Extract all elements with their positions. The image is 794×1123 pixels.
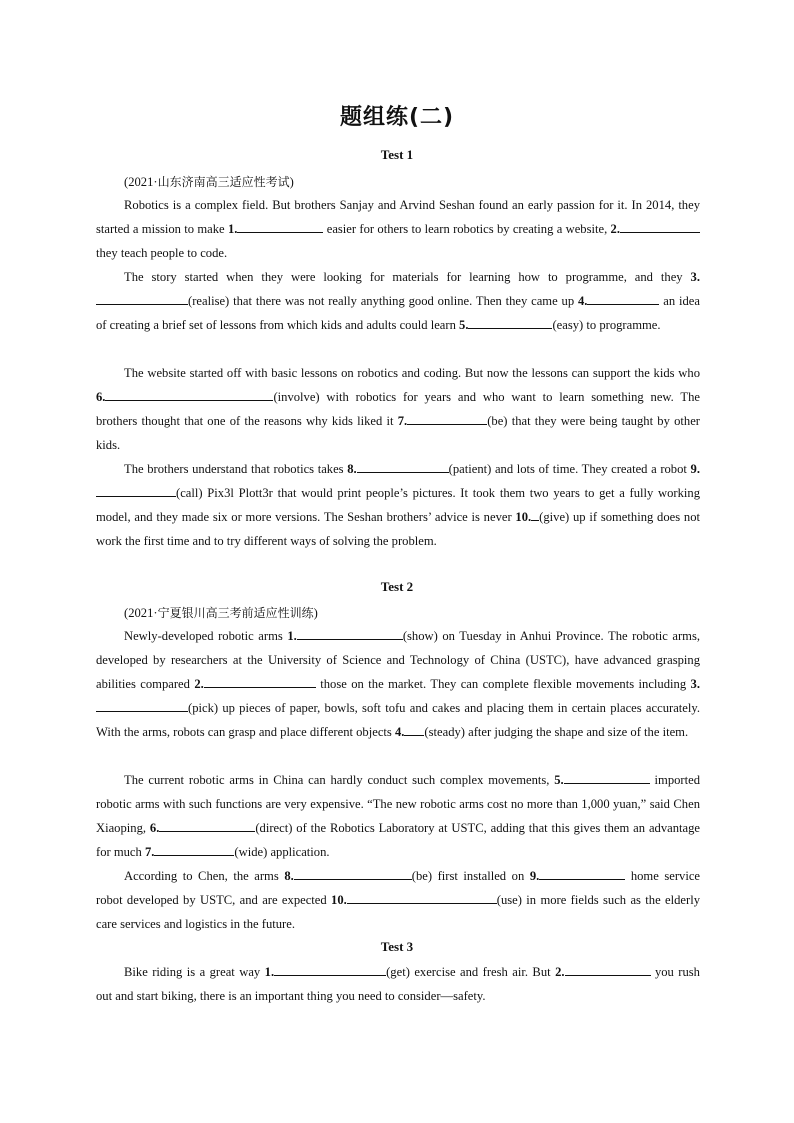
text: (involve) with robotics for years and who want to learn something new. The brothers thought that one of the reasons why kids liked it [96,390,700,428]
answer-blank[interactable] [357,458,449,473]
text: The website started off with basic lessons on robotics and coding. But now the lessons can support the kids who [124,366,700,380]
question-number: 8. [347,462,357,476]
answer-blank[interactable] [96,290,188,305]
test-3-heading: Test 3 [380,939,414,954]
text: (be) that they were being taught by other kids. [96,414,700,452]
text: The current robotic arms in China can hardly conduct such complex movements, [124,773,555,787]
text: The brothers understand that robotics takes [124,462,348,476]
test-2-paragraph-2 [96,768,700,864]
source-year: (2021· [124,606,158,620]
answer-blank[interactable] [96,482,176,497]
text: (give) up if something does not work the first time and to try different ways of solving the problem. [96,510,700,548]
text: According to Chen, the arms [124,869,285,883]
text: (easy) to programme. [552,318,661,332]
question-number: 4. [394,725,405,739]
test-2-source [124,601,318,625]
text: (wide) application. [234,845,330,859]
question-number: 5. [459,318,469,332]
text: (pick) up pieces of paper, bowls, soft tofu and cakes and placing them in certain places accurately. With the arms, robots can grasp and place different objects [96,701,700,739]
question-number: 1. [264,965,275,979]
answer-blank[interactable] [294,865,412,880]
question-number: 7. [144,845,155,859]
question-number: 1. [227,222,238,236]
answer-blank[interactable] [531,506,539,521]
answer-blank[interactable] [159,817,255,832]
text: (get) exercise and fresh air. But [386,965,556,979]
answer-blank[interactable] [96,697,188,712]
answer-blank[interactable] [468,314,552,329]
answer-blank[interactable] [347,889,497,904]
text: an idea of creating a brief set of lessons from which kids and adults could learn [96,294,700,332]
question-number: 10. [515,510,532,524]
text: imported robotic arms with such functions are very expensive. “The new robotic arms cost no more than 1,000 yuan,” said Chen Xiaoping, [96,773,700,835]
test-1-paragraph-1 [96,193,700,265]
text: you rush out and start biking, there is an important thing you need to consider—safety. [96,965,700,1003]
text: (realise) that there was not really anything good online. Then they came up [188,294,578,308]
answer-blank[interactable] [539,865,625,880]
answer-blank[interactable] [204,673,316,688]
text: they teach people to code. [96,246,228,260]
answer-blank[interactable] [564,769,650,784]
answer-blank[interactable] [297,625,403,640]
question-number: 7. [397,414,408,428]
text: those on the market. They can complete flexible movements including [315,677,691,691]
text: (direct) of the Robotics Laboratory at USTC, adding that this gives them an advantage for much [96,821,700,859]
question-number: 1. [287,629,297,643]
text: (call) Pix3l Plott3r that would print people’s pictures. It took them two years to get a fully working model, and they made six or more versions. The Seshan brothers’ advice is never [96,486,700,524]
text: easier for others to learn robotics by creating a website, [323,222,611,236]
answer-blank[interactable] [274,961,386,976]
test-2-heading: Test 2 [380,579,414,594]
question-number: 9. [690,462,700,476]
question-number: 2. [194,677,204,691]
source-close: ) [313,606,318,620]
text: (patient) and lots of time. They created a robot [448,462,691,476]
test-2-paragraph-3 [96,864,700,936]
text: home service robot developed by USTC, and are expected [96,869,701,907]
test-2-paragraph-1 [96,624,700,744]
text: (show) on Tuesday in Anhui Province. The robotic arms, developed by researchers at the University of Science and Technology of China (USTC), have advanced grasping abilities compared [96,629,701,691]
page-title: 题组练(二) [339,105,455,130]
source-close: ) [289,175,294,189]
answer-blank[interactable] [587,290,659,305]
text: The story started when they were looking for materials for learning how to programme, and they [124,270,691,284]
question-number: 5. [554,773,564,787]
text: (steady) after judging the shape and size of the item. [424,725,689,739]
answer-blank[interactable] [154,841,234,856]
question-number: 3. [690,270,700,284]
text: Robotics is a complex field. But brothers Sanjay and Arvind Seshan found an early passion for it. In 2014, they started a mission to make [96,198,700,236]
question-number: 6. [149,821,160,835]
question-number: 6. [96,390,106,404]
answer-blank[interactable] [407,410,487,425]
text: Bike riding is a great way [124,965,265,979]
question-number: 4. [577,294,588,308]
test-1-paragraph-3 [96,361,700,457]
text: Newly-developed robotic arms [124,629,288,643]
source-name: 宁夏银川高三考前适应性训练 [157,606,314,620]
source-name: 山东济南高三适应性考试 [157,175,290,189]
answer-blank[interactable] [105,386,273,401]
question-number: 10. [331,893,347,907]
source-year: (2021· [124,175,158,189]
question-number: 2. [555,965,565,979]
answer-blank[interactable] [620,218,700,233]
text: (use) in more fields such as the elderly care services and logistics in the future. [96,893,700,931]
test-1-source [124,170,294,194]
question-number: 3. [690,677,700,691]
test-1-paragraph-2 [96,265,700,337]
text: (be) first installed on [411,869,530,883]
test-1-paragraph-4 [96,457,700,553]
answer-blank[interactable] [404,721,424,736]
answer-blank[interactable] [565,961,651,976]
question-number: 8. [284,869,294,883]
answer-blank[interactable] [237,218,323,233]
test-1-heading: Test 1 [380,147,414,162]
question-number: 9. [529,869,540,883]
question-number: 2. [610,222,620,236]
test-3-paragraph-1 [96,960,700,1008]
